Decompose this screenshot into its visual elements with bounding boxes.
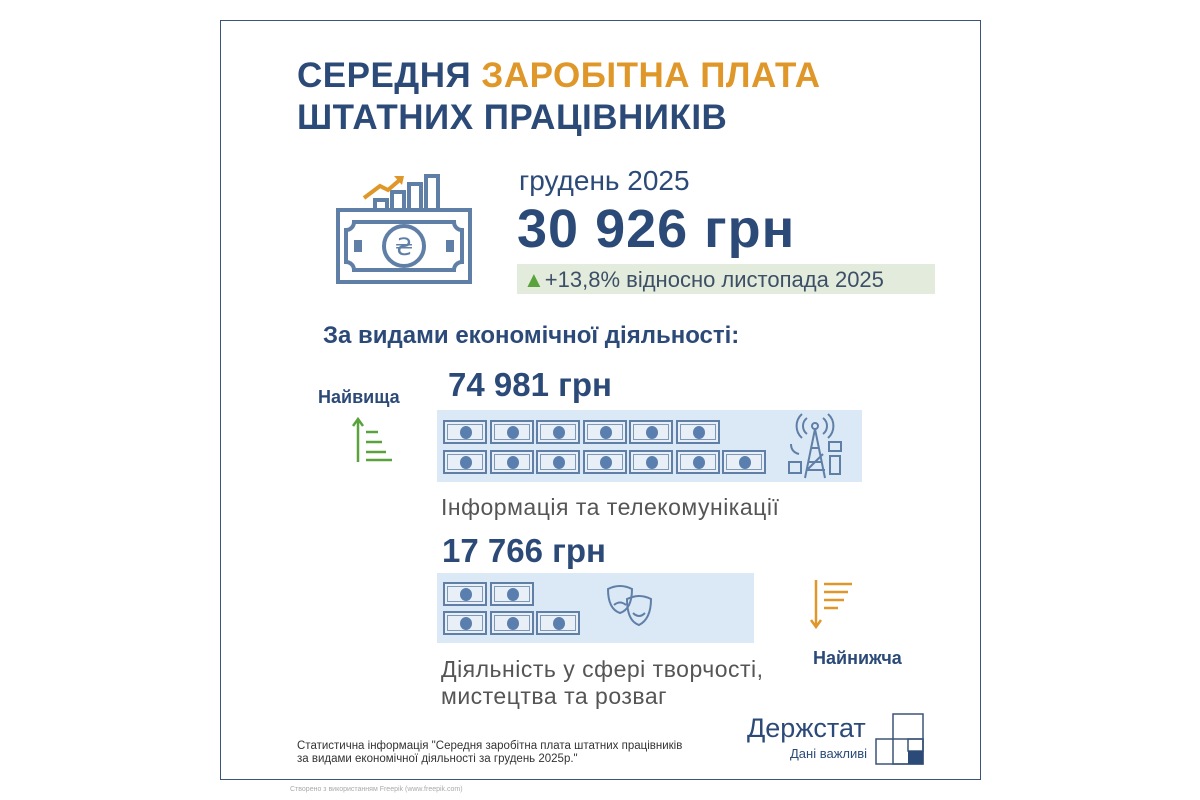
credit-note: Створено з використанням Freepik (www.freepik.com) [290, 786, 463, 793]
banknote-icon [583, 450, 627, 474]
money-growth-icon [330, 170, 480, 290]
lowest-value: 17 766 грн [442, 532, 606, 569]
banknote-icon [536, 420, 580, 444]
title-line-2: ШТАТНИХ ПРАЦІВНИКІВ [297, 98, 728, 137]
derzhstat-logo-icon [875, 713, 925, 765]
highest-label: Найвища [318, 387, 400, 407]
lowest-label: Найнижча [813, 648, 902, 668]
svg-text:₴: ₴ [394, 233, 414, 261]
title-highlight: ЗАРОБІТНА ПЛАТА [481, 56, 821, 95]
source-line-2: за видами економічної діяльності за грудень 2025р." [297, 753, 578, 765]
change-text: відносно листопада 2025 [626, 267, 884, 292]
change-badge [517, 264, 935, 294]
banknote-icon [536, 611, 580, 635]
source-line-1: Статистична інформація "Середня заробітна плата штатних працівників [297, 740, 683, 752]
banknote-icon [490, 611, 534, 635]
highest-activity: Інформація та телекомунікації [441, 494, 780, 520]
title-line-1 [297, 56, 820, 96]
banknote-icon [443, 611, 487, 635]
logo-name: Держстат [747, 713, 866, 743]
banknote-icon [443, 450, 487, 474]
banknote-icon [443, 420, 487, 444]
lowest-bills-bar [437, 573, 754, 643]
banknote-icon [583, 420, 627, 444]
banknote-icon [443, 582, 487, 606]
source-note [297, 740, 682, 766]
section-title: За видами економічної діяльності: [323, 322, 740, 349]
period-label: грудень 2025 [519, 165, 690, 196]
lowest-activity-line-1: Діяльність у сфері творчості, [441, 656, 764, 682]
change-value: +13,8% [544, 267, 621, 292]
banknote-icon [490, 450, 534, 474]
lowest-activity [441, 656, 764, 710]
title-word: СЕРЕДНЯ [297, 56, 472, 95]
theater-masks-icon [605, 583, 655, 629]
lowest-activity-line-2: мистецтва та розваг [441, 683, 668, 709]
logo-tagline: Дані важливі [790, 746, 868, 761]
average-salary-value: 30 926 грн [517, 199, 796, 259]
sort-down-icon [806, 578, 856, 630]
up-triangle-icon: ▲ [523, 267, 545, 292]
banknote-icon [629, 420, 673, 444]
telecom-tower-icon [785, 412, 845, 480]
banknote-icon [490, 582, 534, 606]
banknote-icon [676, 420, 720, 444]
highest-value: 74 981 грн [448, 366, 612, 403]
highest-bills-bar [437, 410, 862, 482]
banknote-icon [629, 450, 673, 474]
banknote-icon [676, 450, 720, 474]
banknote-icon [722, 450, 766, 474]
sort-up-icon [352, 416, 398, 464]
banknote-icon [536, 450, 580, 474]
banknote-icon [490, 420, 534, 444]
